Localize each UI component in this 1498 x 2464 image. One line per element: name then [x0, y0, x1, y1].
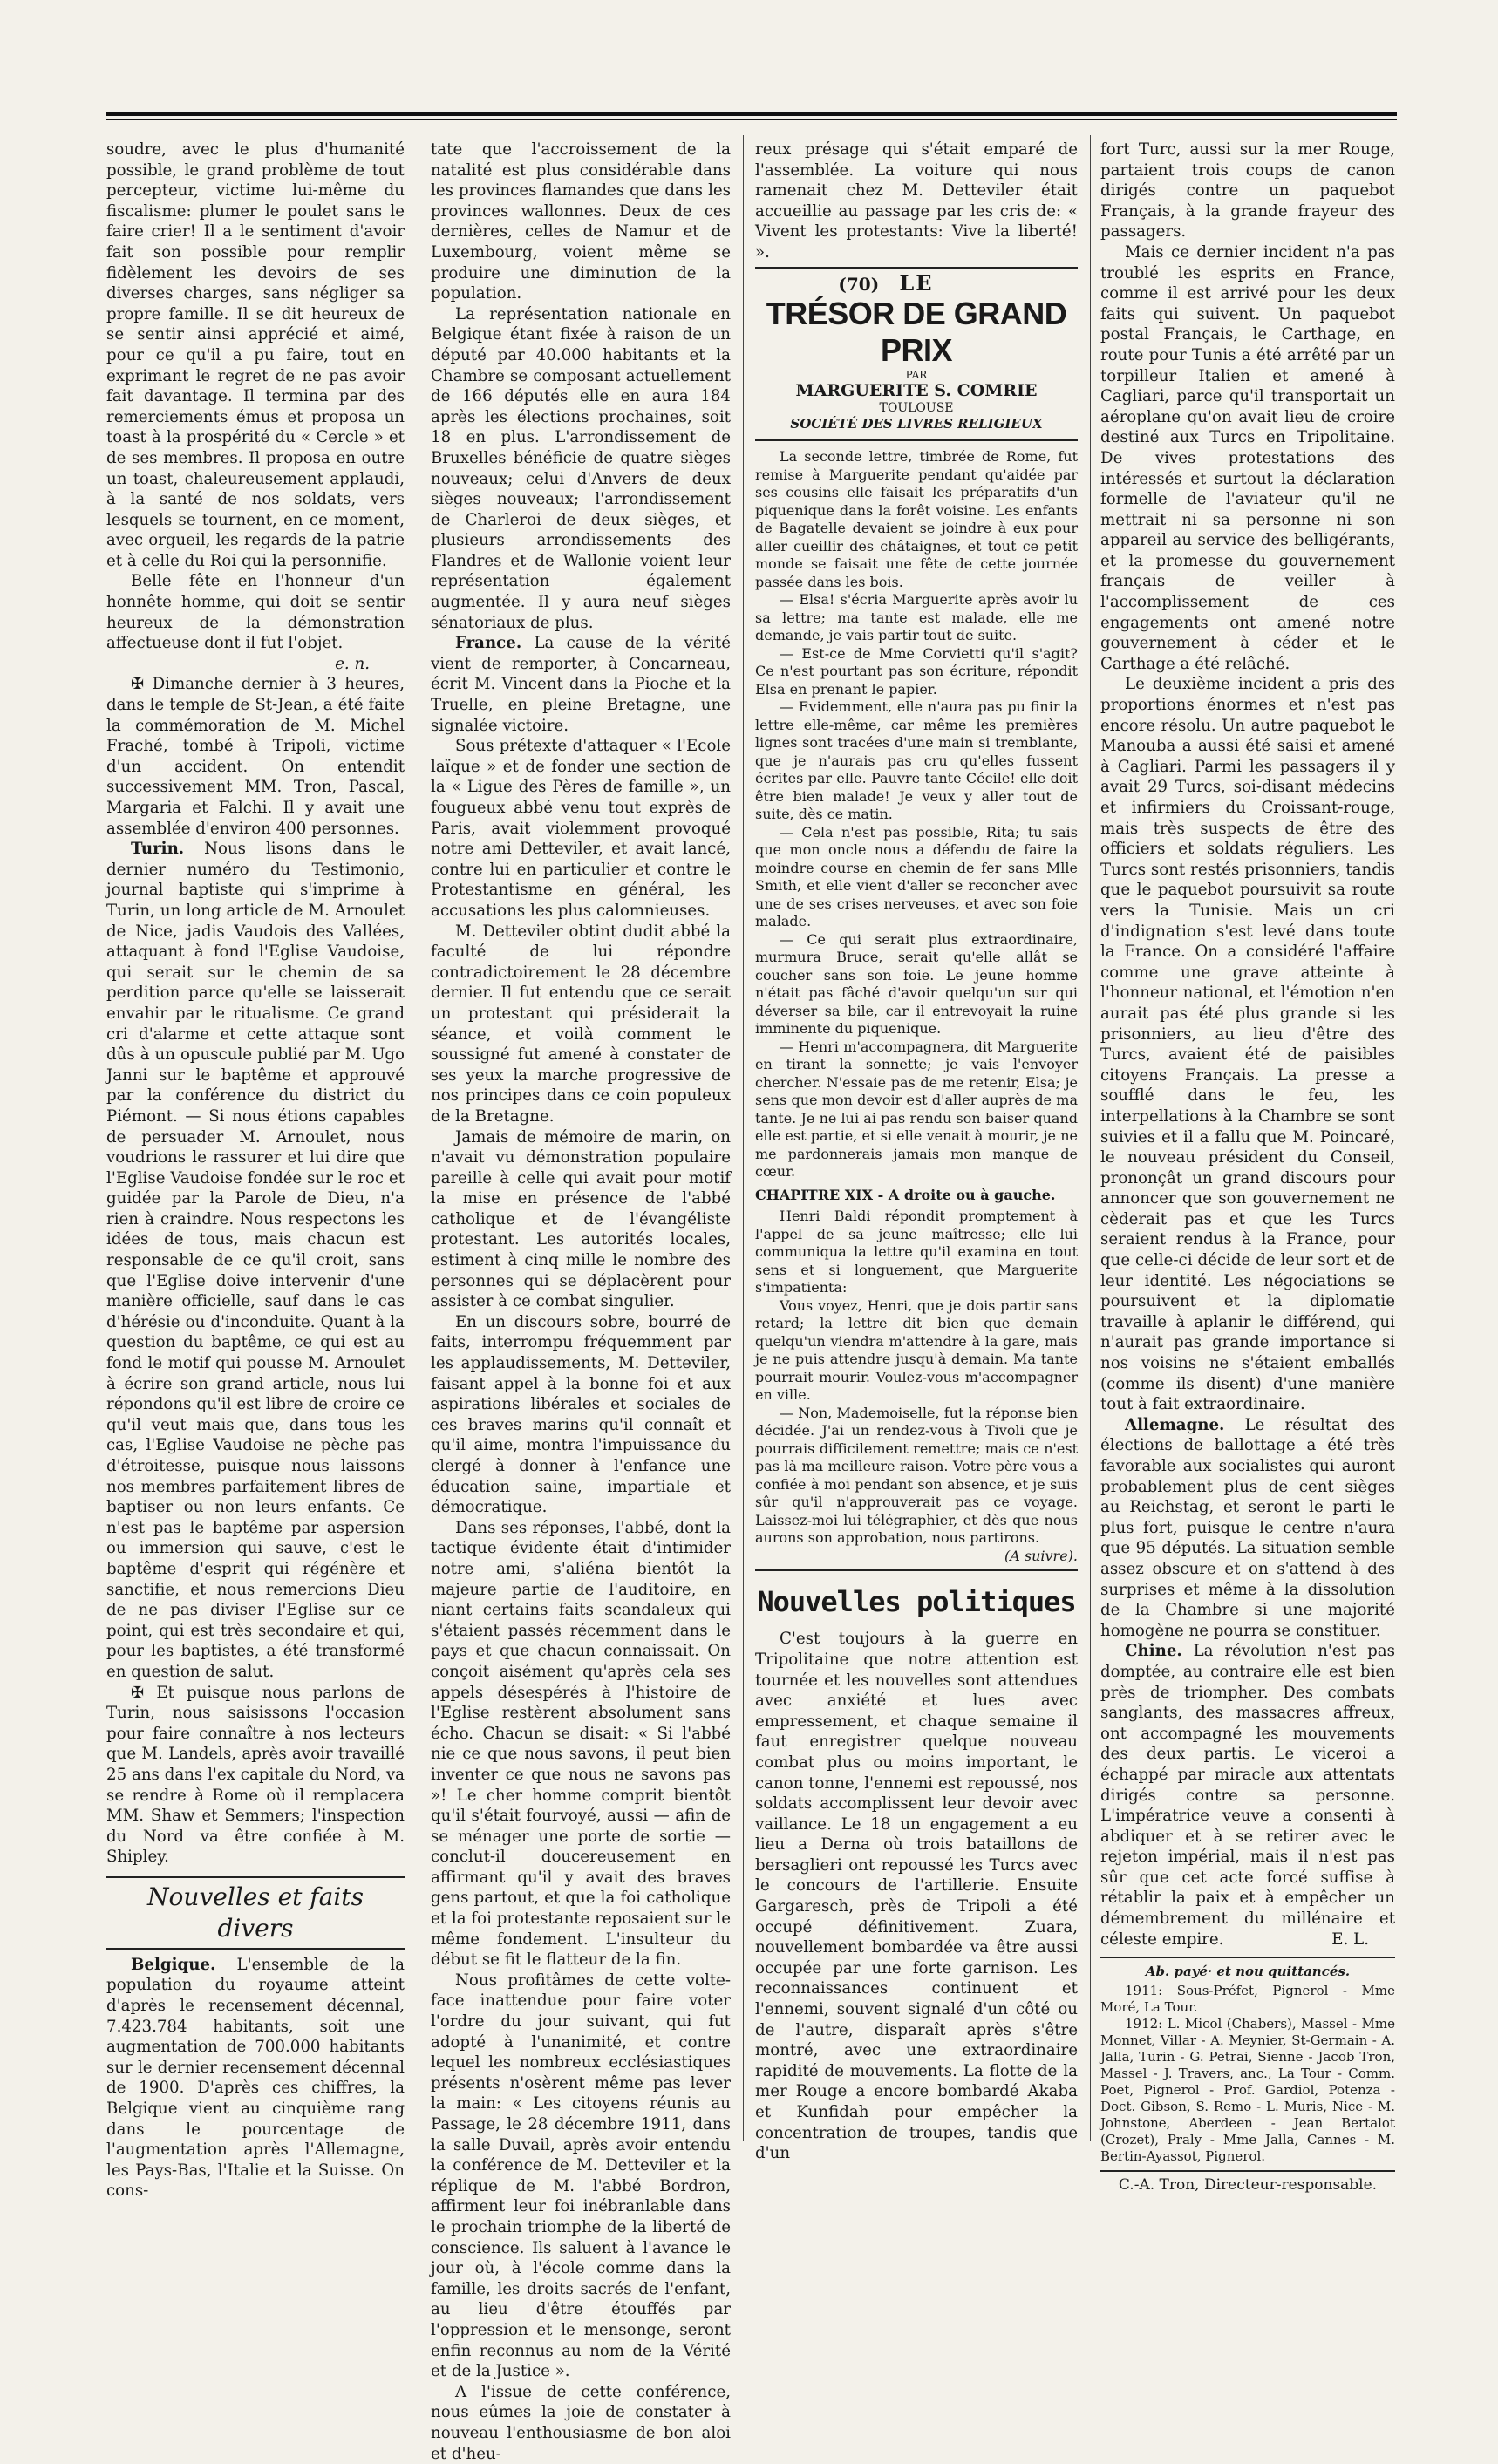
top-rule	[106, 112, 1397, 116]
lead-word: Turin.	[131, 840, 185, 859]
paragraph: A l'issue de cette conférence, nous eûmes la joie de constater à nouveau l'enthousiasme de bon aloi et d'heu-	[431, 2382, 731, 2463]
paragraph	[1100, 1415, 1395, 1642]
paragraph-text: La cause de la vérité vient de remporter, à Concarneau, écrit M. Vincent dans la Pioche et la Truelle, en pleine Bretagne, une signalée victoire.	[431, 634, 731, 735]
paragraph: — Ce qui serait plus extraordinaire, murmura Bruce, serait qu'elle allât se coucher sans son foie. Le jeune homme n'était pas fâché d'avoir quelqu'un sur qui déverser sa bile, car il entrevoyait la ruine imminente du piquenique.	[755, 930, 1078, 1038]
top-rule-thin	[106, 119, 1397, 120]
column-1	[106, 140, 405, 2201]
paragraph	[106, 571, 405, 673]
column-divider	[1090, 135, 1091, 2141]
paragraph	[106, 1955, 405, 2202]
feuilleton-society: SOCIÉTÉ DES LIVRES RELIGIEUX	[790, 415, 1043, 432]
paragraph: ✠ Et puisque nous parlons de Turin, nous saisissons l'occasion pour faire connaître à nos lecteurs que M. Landels, après avoir travaillé 25 ans dans l'ex capitale du Nord, va se rendre à Rome où il remplacera MM. Shaw et Semmers; l'inspection du Nord va être confiée à M. Shipley.	[106, 1683, 405, 1867]
section-title: Nouvelles politiques	[757, 1585, 1076, 1619]
subscriptions-1912: 1912: L. Micol (Chabers), Massel - Mme Monnet, Villar - A. Meynier, St-Germain - A. Jalla, Turin - G. Petrai, Sienne - Jacob Tron, Massel - J. Travers, anc., La Tour - Comm. Poet, Pignerol - Prof. Gardiol, Potenza - Doct. Gibson, S. Remo - L. Muris, Nice - M. Johnstone, Aberdeen - Jean Bertalot (Crozet), Praly - Mme Jalla, Cannes - M. Bertin-Ayassot, Pignerol.	[1100, 2015, 1395, 2164]
paragraph: — Evidemment, elle n'aura pas pu finir la lettre elle-même, car même les premières lignes sont tracées d'une main si tremblante, que je n'aurais pas cru qu'elles fussent écrites par elle. Pauvre tante Cécile! elle doit être bien malade! Je veux y aller tout de suite, dès ce matin.	[755, 698, 1078, 823]
column-3	[755, 140, 1078, 2163]
feuilleton-number: (70)	[838, 273, 880, 295]
section-title: Nouvelles et faits divers	[106, 1876, 405, 1950]
paragraph: Sous prétexte d'attaquer « l'Ecole laïque » et de fonder une section de la « Ligue des Pères de famille », un fougueux abbé venu tout exprès de Paris, avait violemment provoqué notre ami Detteviler, et avait lancé, contre lui en particulier et contre le Protestantisme en général, les accusations les plus calomnieuses.	[431, 737, 731, 920]
paragraph: C'est toujours à la guerre en Tripolitaine que notre attention est tournée et les nouvelles sont attendues avec anxiété et lues avec empressement, et chaque semaine il faut enregistrer quelque nouveau combat plus ou moins important, le canon tonne, l'ennemi est repoussé, nos soldats accomplissent leur devoir avec vaillance. Le 18 un engagement a eu lieu a Derna où trois bataillons de bersaglieri ont repoussé les Turcs avec le concours de l'artillerie. Ensuite Gargaresch, près de Tripoli a été occupé définitivement. Zuara, nouvellement bombardée va être aussi occupée par une forte garnison. Les reconnaissances continuent et l'ennemi, souvent signalé d'un côté ou de l'autre, disparaît après s'être montré, avec une extraordinaire rapidité de mouvements. La flotte de la mer Rouge a encore bombardé Akaba et Kunfidah pour empêcher la concentration de troupes, tandis que d'un	[755, 1630, 1078, 2163]
feuilleton-article: LE	[899, 269, 934, 296]
feuilleton-text	[755, 448, 1078, 1565]
paragraph: — Henri m'accompagnera, dit Marguerite en tirant la sonnette; je vais l'envoyer chercher. N'essaie pas de me retenir, Elsa; je sens que mon devoir est d'aller auprès de ma tante. Je ne lui ai pas rendu son baiser quand elle est partie, et si elle venait à mourir, je ne me pardonnerais jamais mon manque de cœur.	[755, 1038, 1078, 1181]
paragraph: Mais ce dernier incident n'a pas troublé les esprits en France, comme il est arrivé pour les deux faits qui suivent. Un paquebot postal Français, le Carthage, en route pour Tunis a été arrêté par un torpilleur Italien et amené à Cagliari, parce qu'il transportait un aéroplane qu'on avait lieu de croire destiné aux Turcs en Tripolitaine. De vives protestations des intéressés et surtout la déclaration formelle de l'aviateur qu'il ne mettrait ni sa personne ni son appareil au service des belligérants, et la promesse du gouvernement français de veiller à l'accomplissement de ces engagements ont amené notre gouvernement à céder et le Carthage a été relâché.	[1100, 242, 1395, 673]
paragraph: Nous profitâmes de cette volte-face inattendue pour faire voter l'ordre du jour suivant, qui fut adopté à l'unanimité, et contre lequel les nombreux ecclésiastiques présents n'osèrent même pas lever la main: « Les citoyens réunis au Passage, le 28 décembre 1911, dans la salle Duvail, après avoir entendu la conférence de M. Detteviler et la réplique de M. l'abbé Bordron, affirment leur foi inébranlable dans le prochain triomphe de la liberté de conscience. Ils saluent à l'avance le jour où, à l'école comme dans la famille, les droits sacrés de l'enfant, au lieu d'être étouffés par l'oppression et le mensonge, seront enfin reconnus au nom de la Vérité et de la Justice ».	[431, 1971, 731, 2381]
paragraph: Le deuxième incident a pris des proportions énormes et n'est pas encore résolu. Un autre paquebot le Manouba a aussi été saisi et amené à Cagliari. Parmi les passagers il y avait 29 Turcs, soi-disant médecins et infirmiers du Croissant-rouge, mais très suspects de être des officiers et soldats réguliers. Les Turcs sont restés prisonniers, tandis que le paquebot poursuivit sa route vers la Tunisie. Mais un cri d'indignation s'est levé dans toute la France. On a considéré l'affaire comme une grave atteinte à l'honneur national, et l'émotion n'en aurait pas été plus grande si les prisonniers, au lieu d'être des Turcs, avaient été de paisibles citoyens Français. La presse a soufflé dans le feu, les interpellations à la Chambre se sont suivies et il a fallu que M. Poincaré, le nouveau président du Conseil, prononçât un grand discours pour annoncer que son gouvernement ne cèderait pas et que les Turcs seraient rendus à la France, pour que celle-ci décide de leur sort et de leur identité. Les négociations se poursuivent et la diplomatie travaille à aplanir le différend, qui n'aurait pas grande importance si nos voisins ne s'étaient emballés (comme ils disent) d'une manière tout à fait extraordinaire.	[1100, 675, 1395, 1414]
feuilleton-city: TOULOUSE	[879, 400, 954, 415]
lead-word: France.	[455, 634, 522, 653]
chapter-heading: CHAPITRE XIX - A droite ou à gauche.	[755, 1186, 1056, 1203]
paragraph-text: Nous lisons dans le dernier numéro du Testimonio, journal baptiste qui s'imprime à Turin, un long article de M. Arnoulet de Nice, jadis Vaudois des Vallées, attaquant à fond l'Eglise Vaudoise, qui serait sur le chemin de sa perdition parce qu'elle se laisserait envahir par le ritualisme. Ce grand cri d'alarme et cette attaque sont dûs à un opuscule publié par M. Ugo Janni sur le baptême et approuvé par la conférence du district du Piémont. — Si nous étions capables de persuader M. Arnoulet, nous voudrions le rassurer et lui dire que l'Eglise Vaudoise fondée sur le roc et guidée par la Parole de Dieu, n'a rien à craindre. Nous respectons les idées de tous, mais chacun est responsable de ce qu'il croit, sans que l'Eglise doive intervenir d'une manière officielle, sauf dans le cas d'hérésie ou d'inconduite. Quant à la question du baptême, ce qui est au fond le motif qui pousse M. Arnoulet à écrire son grand article, nous lui répondons qu'il est libre de croire ce qu'il veut mais que, dans tous les cas, l'Eglise Vaudoise ne pèche pas d'étroitesse, puisque nous laissons nos membres parfaitement libres de baptiser ou non leurs enfants. Ce n'est pas le baptême par aspersion ou immersion qui sauve, c'est le baptême d'esprit qui régénère et sanctifie, et nous remercions Dieu de ne pas diviser l'Eglise sur ce point, qui est très secondaire et qui, pour les baptistes, a été transformé en question de salut.	[106, 840, 405, 1681]
column-divider	[743, 135, 744, 2141]
column-2	[431, 140, 731, 2463]
paragraph: fort Turc, aussi sur la mer Rouge, partaient trois coups de canon dirigés contre un paquebot Français, à la grande frayeur des passagers.	[1100, 140, 1395, 242]
paragraph: M. Detteviler obtint dudit abbé la faculté de lui répondre contradictoirement le 28 décembre dernier. Il fut entendu que ce serait un protestant qui présiderait la séance, et voilà comment le soussigné fut amené à constater de ses yeux la marche progressive de nos principes dans ce coin populeux de la Bretagne.	[431, 922, 731, 1126]
paragraph: tate que l'accroissement de la natalité est plus considérable dans les provinces flamandes que dans les provinces wallonnes. Deux de ces dernières, celles de Namur et de Luxembourg, voient même se produire une diminution de la population.	[431, 140, 731, 303]
paragraph: ✠ Dimanche dernier à 3 heures, dans le temple de St-Jean, a été faite la commémoration de M. Michel Fraché, tombé à Tripoli, victime d'un accident. On entendit successivement MM. Tron, Pascal, Margaria et Falchi. Il y avait une assemblée d'environ 400 personnes.	[106, 675, 405, 838]
paragraph	[1100, 1641, 1395, 1950]
paragraph: En un discours sobre, bourré de faits, interrompu fréquemment par les applaudissements, M. Detteviler, faisant appel à la bonne foi et aux aspirations libérales et sociales de ces braves marins qu'il connaît et qu'il aime, montra l'impuissance du clergé à donner à l'enfance une éducation saine, impartiale et démocratique.	[431, 1312, 731, 1517]
paragraph: — Est-ce de Mme Corvietti qu'il s'agit? Ce n'est pourtant pas son écriture, répondit Elsa en prenant le papier.	[755, 644, 1078, 698]
subscriptions-title: Ab. payé· et nou quittancés.	[1100, 1957, 1395, 1983]
lead-word: Chine.	[1125, 1642, 1182, 1661]
paragraph-text: Le résultat des élections de ballottage a été très favorable aux socialistes qui auront probablement plus de cent sièges au Reichstag, et seront le parti le plus fort, puisque le centre n'aura que 95 députés. La situation semble assez obscure et on s'attend à des surprises et même à la dissolution de la Chambre si une majorité homogène ne pourra se constituer.	[1100, 1415, 1395, 1640]
to-be-continued: (A suivre).	[1004, 1547, 1078, 1564]
paragraph-text: L'ensemble de la population du royaume atteint d'après le recensement décennal, 7.423.784 habitants, soit une augmentation de 700.000 habitants sur le dernier recensement décennal de 1900. D'après ces chiffres, la Belgique vient au cinquième rang dans le pourcentage de l'augmentation après l'Allemagne, les Pays-Bas, l'Italie et la Suisse. On cons-	[106, 1955, 405, 2201]
feuilleton-header	[755, 267, 1078, 442]
paragraph: Vous voyez, Henri, que je dois partir sans retard; la lettre dit bien que demain quelqu'un viendra m'attendre à la gare, mais je ne puis attendre jusqu'à demain. Ma tante pourrait mourir. Voulez-vous m'accompagner en ville.	[755, 1297, 1078, 1404]
paragraph-text: La révolution n'est pas domptée, au contraire elle est bien près de triompher. Des combats sanglants, des massacres affreux, ont accompagné les mouvements des deux partis. Le viceroi a échappé par miracle aux attentats dirigés contre sa personne. L'impératrice veuve a consenti à abdiquer et à se retirer avec le rejeton impérial, mais il n'est pas sûr que cet acte forcé suffise à rétablir la paix et à empêcher un démembrement du millénaire et céleste empire.	[1100, 1642, 1395, 1949]
feuilleton-title: TRÉSOR DE GRAND PRIX	[766, 296, 1067, 369]
paragraph: Jamais de mémoire de marin, on n'avait vu démonstration populaire pareille à celle qui avait pour motif la mise en présence de l'abbé catholique et de l'évangéliste protestant. Les autorités locales, estiment à cinq mille le nombre des personnes qui se déplacèrent pour assister à ce combat singulier.	[431, 1127, 731, 1311]
subscriptions-1911: 1911: Sous-Préfet, Pignerol - Mme Moré, La Tour.	[1100, 1982, 1395, 2015]
responsible-editor: C.-A. Tron, Directeur-responsable.	[1100, 2170, 1395, 2196]
paragraph: Henri Baldi répondit promptement à l'appel de sa jeune maîtresse; elle lui communiqua la lettre qu'il examina en tout sens et si longuement, que Marguerite s'impatienta:	[755, 1208, 1078, 1297]
paragraph: — Cela n'est pas possible, Rita; tu sais que mon oncle nous a défendu de faire la moindre course en chemin de fer sans Mlle Smith, et elle vient d'aller se reconcher avec une de ses crises nerveuses, et avec son foie malade.	[755, 823, 1078, 930]
feuilleton-author: MARGUERITE S. COMRIE	[795, 381, 1038, 401]
paragraph: La représentation nationale en Belgique étant fixée à raison de un député par 40.000 habitants et la Chambre se composant actuellement de 166 députés elle en aura 184 après les élections prochaines, soit 18 en plus. L'arrondissement de Bruxelles bénéficie de quatre sièges nouveaux; celui d'Anvers de deux sièges nouveaux; l'arrondissement de Charleroi de deux sièges, et plusieurs arrondissements des Flandres et de Wallonie voient leur représentation également augmentée. Il y aura neuf sièges sénatoriaux de plus.	[431, 304, 731, 632]
divider	[755, 1569, 1078, 1571]
paragraph: soudre, avec le plus d'humanité possible, le grand problème de tout percepteur, victime lui-même du fiscalisme: plumer le poulet sans le faire crier! Il a le sentiment d'avoir fait son possible pour remplir fidèlement les devoirs de ses diverses charges, sans négliger sa propre famille. Il se dit heureux de se sentir ainsi apprécié et aimé, pour ce qu'il a pu faire, tout en exprimant le regret de ne pas avoir fait davantage. Il termina par des remerciements émus et proposa un toast à la prospérité du « Cercle » et de ses membres. Il proposa en outre un toast, chaleureusement applaudi, à la santé de nos soldats, vers lesquels se tournent, en ce moment, avec orgueil, les regards de la patrie et à celle du Roi qui la personnifie.	[106, 140, 405, 570]
paragraph: — Non, Mademoiselle, fut la réponse bien décidée. J'ai un rendez-vous à Tivoli que je pourrais difficilement remettre; mais ce n'est pas là ma meilleure raison. Votre père vous a confiée à moi pendant son absence, et je suis sûr qu'il n'approuverait pas ce voyage. Laissez-moi lui télégraphier, et dès que nous aurons son approbation, nous partirons.	[755, 1404, 1078, 1547]
paragraph: Dans ses réponses, l'abbé, dont la tactique évidente était d'intimider notre ami, s'aliéna bientôt la majeure partie de l'auditoire, en niant certains faits scandaleux qui s'étaient passés récemment dans le pays et que chacun connaissait. On conçoit aisément qu'après cela ses appels désespérés à l'histoire de l'Eglise restèrent absolument sans écho. Chacun se disait: « Si l'abbé nie ce que nous savons, il peut bien inventer ce que nous ne savons pas »! Le cher homme comprit bientôt qu'il s'était fourvoyé, aussi — afin de se ménager une porte de sortie — conclut-il doucereusement en affirmant qu'il y avait des braves gens partout, et que la foi catholique et la foi protestante reposaient sur le même fondement. L'insulteur du début se fit le flatteur de la fin.	[431, 1518, 731, 1970]
signature: e. n.	[335, 654, 370, 673]
feuilleton-par: PAR	[905, 369, 928, 382]
paragraph: — Elsa! s'écria Marguerite après avoir lu sa lettre; ma tante est malade, elle me demande, je vais partir tout de suite.	[755, 591, 1078, 644]
signature: E. L.	[1331, 1930, 1369, 1949]
lead-word: Belgique.	[131, 1955, 216, 1974]
lead-word: Allemagne.	[1125, 1415, 1225, 1434]
paragraph: La seconde lettre, timbrée de Rome, fut remise à Marguerite pendant qu'aidée par ses cousins elle faisait les préparatifs d'un piquenique dans la forêt voisine. Les enfants de Bagatelle devaient se joindre à eux pour aller cueillir des châtaignes, et tout ce petit monde se faisait une fête de cette journée passée dans les bois.	[755, 448, 1078, 590]
column-4	[1100, 140, 1395, 2194]
paragraph	[106, 839, 405, 1682]
paragraph: reux présage qui s'était emparé de l'assemblée. La voiture qui nous ramenait chez M. Detteviler était accueillie au passage par les cris de: « Vivent les protestants: Vive la liberté! ».	[755, 140, 1078, 262]
paragraph	[431, 633, 731, 736]
paragraph-text: Belle fête en l'honneur d'un honnête homme, qui doit se sentir heureux de la démonstration affectueuse dont il fut l'objet.	[106, 572, 405, 653]
